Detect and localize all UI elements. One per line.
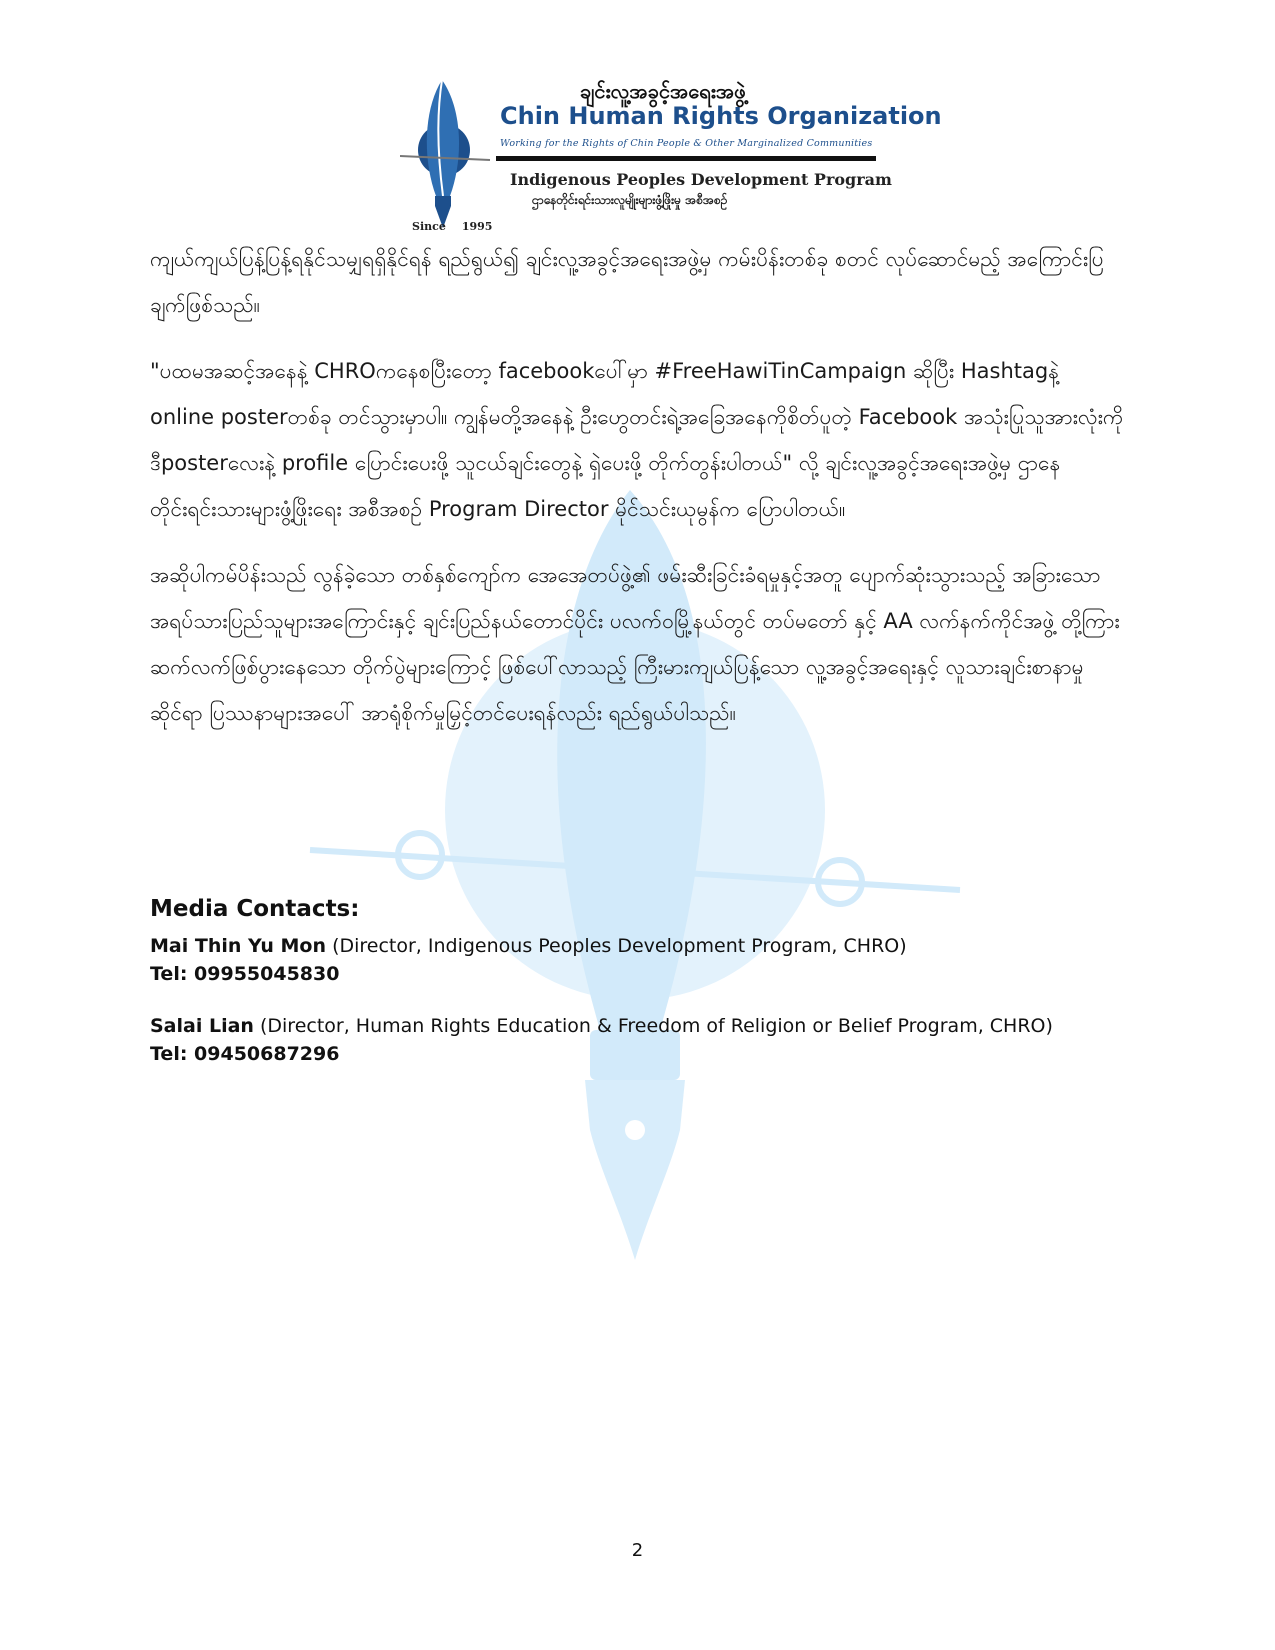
contact-name: Salai Lian xyxy=(150,1015,254,1037)
contact-role: (Director, Indigenous Peoples Development Program, CHRO) xyxy=(332,935,907,957)
contact-entry xyxy=(150,932,907,988)
logo-english-name: Chin Human Rights Organization xyxy=(500,102,942,130)
press-release-body xyxy=(150,236,1125,756)
since-label: Since 1995 xyxy=(412,220,493,233)
paragraph: အဆိုပါကမ်ပိန်းသည် လွန်ခဲ့သော တစ်နှစ်ကျော်က အေအေတပ်ဖွဲ့၏ ဖမ်းဆီးခြင်းခံရမှုနှင့်အတူ ပျောက်ဆုံးသွားသည့် အခြားသော အရပ်သားပြည်သူများအကြောင်းနှင့် ချင်းပြည်နယ်တောင်ပိုင်း ပလက်ဝမြို့နယ်တွင် တပ်မတော် နှင့် AA လက်နက်ကိုင်အဖွဲ့ တို့ကြား ဆက်လက်ဖြစ်ပွားနေသော တိုက်ပွဲများကြောင့် ဖြစ်ပေါ်လာသည့် ကြီးမားကျယ်ပြန့်သော လူ့အခွင့်အရေးနှင့် လူသားချင်းစာနာမှုဆိုင်ရာ ပြဿနာများအပေါ် အာရုံစိုက်မှုမြှင့်တင်ပေးရန်လည်း ရည်ရွယ်ပါသည်။ xyxy=(150,563,1120,725)
paragraph: "ပထမအဆင့်အနေနဲ့ CHROကနေစပြီးတော့ facebookပေါ်မှာ #FreeHawiTinCampaign ဆိုပြီး Hashtagနဲ့ online posterတစ်ခု တင်သွားမှာပါ။ ကျွန်မတို့အနေနဲ့ ဦးဟွေတင်းရဲ့အခြေအနေကိုစိတ်ပူတဲ့ Facebook အသုံးပြုသူအားလုံးကို ဒီposterလေးနဲ့ profile ပြောင်းပေးဖို့ သူငယ်ချင်းတွေနဲ့ ရှဲပေးဖို့ တိုက်တွန်းပါတယ်" လို့ ချင်းလူ့အခွင့်အရေးအဖွဲ့မှ ဌာနေတိုင်းရင်းသားများဖွံ့ဖြိုးရေး အစီအစဉ် Program Director မိုင်သင်းယုမွန်က ပြောပါတယ်။ xyxy=(150,359,1124,521)
media-contacts-heading: Media Contacts: xyxy=(150,896,360,922)
logo-program-myanmar: ဌာနေတိုင်းရင်းသားလူမျိုးများဖွံ့ဖြိုးမှု အစီအစဉ် xyxy=(532,193,728,207)
logo-tagline: Working for the Rights of Chin People & Other Marginalized Communities xyxy=(500,138,873,149)
feather-pen-logo-icon xyxy=(400,78,500,238)
contact-name: Mai Thin Yu Mon xyxy=(150,935,327,957)
contact-tel: Tel: 09450687296 xyxy=(150,1043,340,1065)
chro-logo xyxy=(400,78,942,238)
logo-divider xyxy=(496,156,876,161)
contact-role: (Director, Human Rights Education & Freedom of Religion or Belief Program, CHRO) xyxy=(259,1015,1053,1037)
contact-tel: Tel: 09955045830 xyxy=(150,963,340,985)
logo-program-name: Indigenous Peoples Development Program xyxy=(510,170,892,189)
logo-myanmar-name: ချင်းလူ့အခွင့်အရေးအဖွဲ့ xyxy=(580,79,746,103)
paragraph: ကျယ်ကျယ်ပြန့်ပြန့်ရနိုင်သမျှရရှိနိုင်ရန် ရည်ရွယ်၍ ချင်းလူ့အခွင့်အရေးအဖွဲ့မှ ကမ်းပိန်းတစ်ခု စတင် လုပ်ဆောင်မည့် အကြောင်းပြချက်ဖြစ်သည်။ xyxy=(150,247,1104,317)
page-number: 2 xyxy=(631,1540,644,1561)
contact-entry xyxy=(150,1012,1053,1068)
